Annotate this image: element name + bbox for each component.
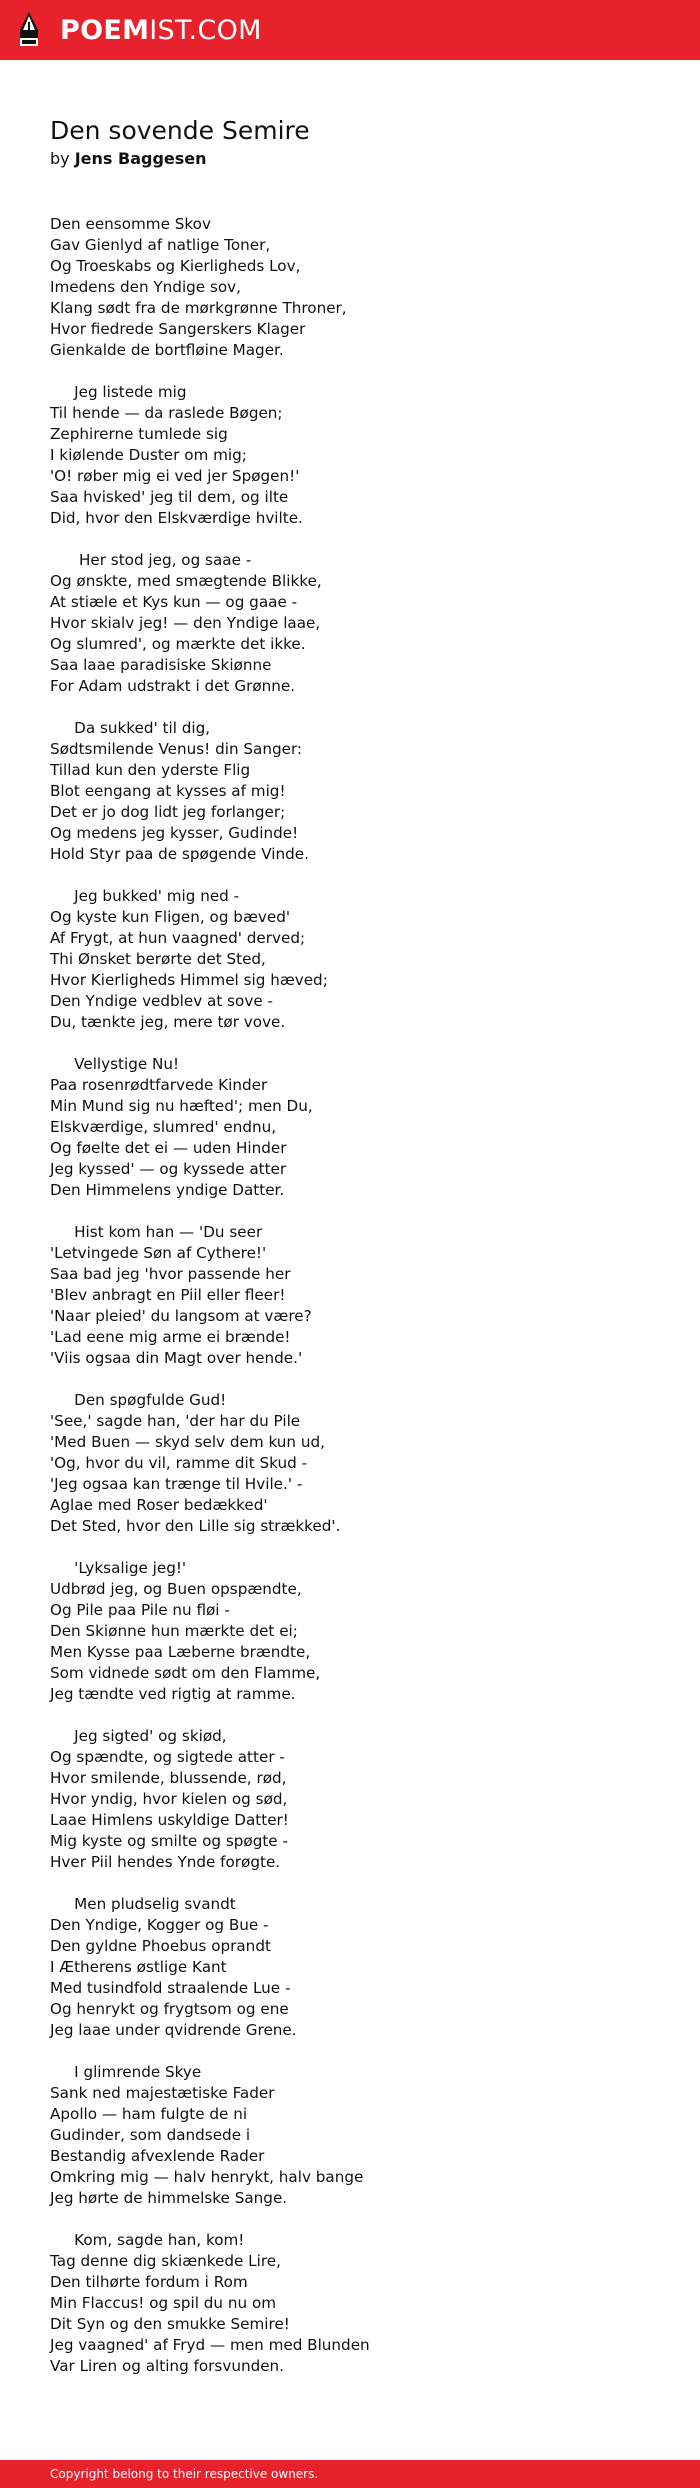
poem-line: Jeg hørte de himmelske Sange.: [50, 2189, 288, 2207]
poem-line: Min Mund sig nu hæfted'; men Du,: [50, 1097, 313, 1115]
poem-line: Og henrykt og frygtsom og ene: [50, 2000, 289, 2018]
poem-line: 'Viis ogsaa din Magt over hende.': [50, 1349, 303, 1367]
poem-line: Jeg listede mig: [50, 383, 187, 401]
poem-line: Jeg sigted' og skiød,: [50, 1727, 227, 1745]
poem-content: [50, 116, 670, 2398]
poem-line: I glimrende Skye: [50, 2063, 202, 2081]
poem-line: 'Blev anbragt en Piil eller fleer!: [50, 1286, 286, 1304]
poem-line: I kiølende Duster om mig;: [50, 446, 247, 464]
poem-line: Og ønskte, med smægtende Blikke,: [50, 572, 322, 590]
poem-line: Gav Gienlyd af natlige Toner,: [50, 236, 271, 254]
poem-line: 'Lyksalige jeg!': [50, 1559, 187, 1577]
poem-stanza: [50, 1222, 670, 1369]
poem-line: Saa hvisked' jeg til dem, og ilte: [50, 488, 289, 506]
poem-line: Hist kom han — 'Du seer: [50, 1223, 263, 1241]
poem-line: Hold Styr paa de spøgende Vinde.: [50, 845, 309, 863]
poem-stanza: [50, 382, 670, 529]
poem-line: Tag denne dig skiænkede Lire,: [50, 2252, 281, 2270]
poem-line: Hvor smilende, blussende, rød,: [50, 1769, 287, 1787]
poem-line: Tillad kun den yderste Flig: [50, 761, 251, 779]
poem-line: At stiæle et Kys kun — og gaae -: [50, 593, 298, 611]
poem-line: Den Skiønne hun mærkte det ei;: [50, 1622, 298, 1640]
poem-line: Thi Ønsket berørte det Sted,: [50, 950, 266, 968]
poem-stanza: [50, 718, 670, 865]
poem-body: [50, 214, 670, 2377]
poem-stanza: [50, 1054, 670, 1201]
poem-line: Min Flaccus! og spil du nu om: [50, 2294, 277, 2312]
poem-stanza: [50, 2230, 670, 2377]
poem-line: Zephirerne tumlede sig: [50, 425, 228, 443]
copyright-text: Copyright belong to their respective owners.: [50, 2467, 319, 2481]
poem-line: Og Troeskabs og Kierligheds Lov,: [50, 257, 301, 275]
poem-line: Saa bad jeg 'hvor passende her: [50, 1265, 291, 1283]
poem-line: Sank ned majestætiske Fader: [50, 2084, 275, 2102]
poem-line: Den tilhørte fordum i Rom: [50, 2273, 248, 2291]
poem-stanza: [50, 1390, 670, 1537]
poem-line: Den Himmelens yndige Datter.: [50, 1181, 285, 1199]
poem-line: Det er jo dog lidt jeg forlanger;: [50, 803, 286, 821]
poem-line: 'Lad eene mig arme ei brænde!: [50, 1328, 291, 1346]
poem-line: Bestandig afvexlende Rader: [50, 2147, 265, 2165]
poem-stanza: [50, 1726, 670, 1873]
poem-line: Gienkalde de bortfløine Mager.: [50, 341, 284, 359]
poem-line: 'Letvingede Søn af Cythere!': [50, 1244, 267, 1262]
author-link[interactable]: Jens Baggesen: [74, 149, 207, 168]
site-header: [0, 0, 700, 60]
poem-line: Jeg kyssed' — og kyssede atter: [50, 1160, 287, 1178]
poem-line: For Adam udstrakt i det Grønne.: [50, 677, 296, 695]
poem-line: 'Naar pleied' du langsom at være?: [50, 1307, 312, 1325]
poem-stanza: [50, 2062, 670, 2209]
poem-line: Og Pile paa Pile nu fløi -: [50, 1601, 230, 1619]
poem-title: Den sovende Semire: [50, 116, 310, 145]
poem-line: Sødtsmilende Venus! din Sanger:: [50, 740, 303, 758]
poem-line: Men Kysse paa Læberne brændte,: [50, 1643, 311, 1661]
poem-line: 'See,' sagde han, 'der har du Pile: [50, 1412, 301, 1430]
poem-line: Klang sødt fra de mørkgrønne Throner,: [50, 299, 347, 317]
poem-line: Blot eengang at kysses af mig!: [50, 782, 286, 800]
poem-line: Elskværdige, slumred' endnu,: [50, 1118, 277, 1136]
poem-line: Du, tænkte jeg, mere tør vove.: [50, 1013, 286, 1031]
poem-line: Hvor Kierligheds Himmel sig hæved;: [50, 971, 328, 989]
pen-nib-logo-icon[interactable]: [18, 12, 40, 48]
poem-line: Dit Syn og den smukke Semire!: [50, 2315, 290, 2333]
poem-stanza: [50, 1894, 670, 2041]
poem-line: Omkring mig — halv henrykt, halv bange: [50, 2168, 364, 2186]
poem-line: Den Yndige vedblev at sove -: [50, 992, 273, 1010]
poem-line: Det Sted, hvor den Lille sig strækked'.: [50, 1517, 341, 1535]
poem-line: Mig kyste og smilte og spøgte -: [50, 1832, 288, 1850]
poem-line: Vellystige Nu!: [50, 1055, 180, 1073]
poem-line: 'Med Buen — skyd selv dem kun ud,: [50, 1433, 325, 1451]
poem-line: Jeg laae under qvidrende Grene.: [50, 2021, 297, 2039]
poem-line: Apollo — ham fulgte de ni: [50, 2105, 248, 2123]
poem-line: Saa laae paradisiske Skiønne: [50, 656, 272, 674]
poem-line: Hvor fiedrede Sangerskers Klager: [50, 320, 306, 338]
poem-line: Og føelte det ei — uden Hinder: [50, 1139, 287, 1157]
poem-line: Jeg vaagned' af Fryd — men med Blunden: [50, 2336, 370, 2354]
poem-line: Kom, sagde han, kom!: [50, 2231, 245, 2249]
poem-line: Did, hvor den Elskværdige hvilte.: [50, 509, 303, 527]
poem-stanza: [50, 214, 670, 361]
poem-line: Hvor yndig, hvor kielen og sød,: [50, 1790, 288, 1808]
poem-line: Gudinder, som dandsede i: [50, 2126, 251, 2144]
logo-text-bold: POEM: [60, 14, 150, 46]
poem-line: Til hende — da raslede Bøgen;: [50, 404, 283, 422]
poem-line: 'Og, hvor du vil, ramme dit Skud -: [50, 1454, 308, 1472]
poem-line: Og slumred', og mærkte det ikke.: [50, 635, 306, 653]
poem-line: Udbrød jeg, og Buen opspændte,: [50, 1580, 302, 1598]
poem-line: Her stod jeg, og saae -: [50, 551, 252, 569]
poem-line: Hvor skialv jeg! — den Yndige laae,: [50, 614, 321, 632]
poem-line: Men pludselig svandt: [50, 1895, 236, 1913]
poem-line: Paa rosenrødtfarvede Kinder: [50, 1076, 268, 1094]
poem-line: Af Frygt, at hun vaagned' derved;: [50, 929, 306, 947]
poem-line: Med tusindfold straalende Lue -: [50, 1979, 291, 1997]
poem-line: Og spændte, og sigtede atter -: [50, 1748, 285, 1766]
poem-stanza: [50, 1558, 670, 1705]
poem-line: Da sukked' til dig,: [50, 719, 211, 737]
poem-line: Aglae med Roser bedækked': [50, 1496, 268, 1514]
poem-byline: [50, 148, 670, 170]
by-label: by: [50, 149, 70, 168]
poem-line: Imedens den Yndige sov,: [50, 278, 242, 296]
poem-line: Som vidnede sødt om den Flamme,: [50, 1664, 321, 1682]
site-footer: [0, 2460, 700, 2488]
poem-line: 'Jeg ogsaa kan trænge til Hvile.' -: [50, 1475, 303, 1493]
poem-line: Den gyldne Phoebus oprandt: [50, 1937, 271, 1955]
logo-text-light: IST.COM: [149, 14, 262, 46]
poem-line: Hver Piil hendes Ynde forøgte.: [50, 1853, 281, 1871]
poem-stanza: [50, 886, 670, 1033]
poem-line: Og medens jeg kysser, Gudinde!: [50, 824, 299, 842]
poem-stanza: [50, 550, 670, 697]
poem-line: Den spøgfulde Gud!: [50, 1391, 227, 1409]
poem-line: Og kyste kun Fligen, og bæved': [50, 908, 291, 926]
site-logo-link[interactable]: [60, 14, 262, 46]
poem-line: Jeg bukked' mig ned -: [50, 887, 240, 905]
poem-line: Jeg tændte ved rigtig at ramme.: [50, 1685, 296, 1703]
poem-line: Var Liren og alting forsvunden.: [50, 2357, 285, 2375]
poem-line: I Ætherens østlige Kant: [50, 1958, 227, 1976]
poem-line: Den eensomme Skov: [50, 215, 211, 233]
poem-line: Laae Himlens uskyldige Datter!: [50, 1811, 289, 1829]
poem-line: 'O! røber mig ei ved jer Spøgen!': [50, 467, 300, 485]
poem-line: Den Yndige, Kogger og Bue -: [50, 1916, 269, 1934]
